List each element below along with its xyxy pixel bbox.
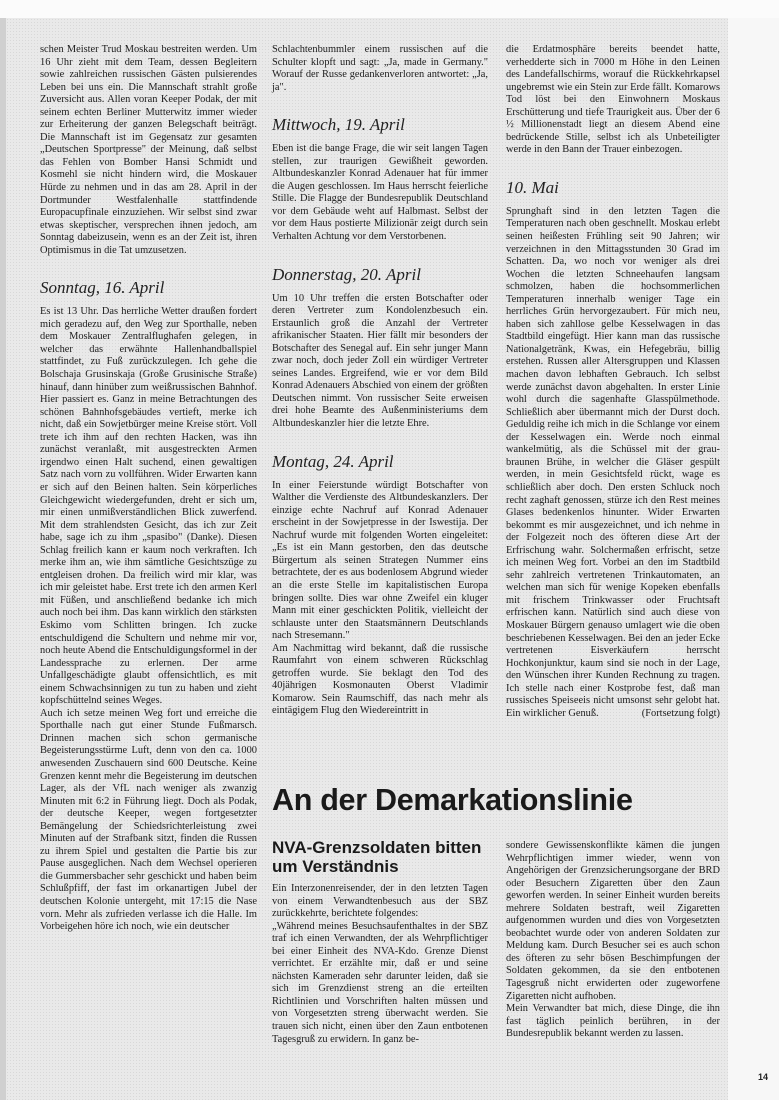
diary-paragraph: schen Meister Trud Moskau bestreiten werden. Um 16 Uhr zieht mit dem Team, dessen Begleitern sowie zahlreichen russischen Gästen pulsierendes Leben bei uns ein. Die Mannschaft strahlt große Zuversicht aus. Allen voran Keeper Podak, der mit seinem echten Berliner Mutterwitz immer wieder zur Erheiterung der ganzen Belegschaft beiträgt. Die Mannschaft ist im Gegensatz zur gesamten „Deutschen Sportpresse" der Meinung, daß selbst das Fehlen von Bomber Hansi Schmidt und Kosmehl sie nicht hindern wird, die Moskauer Hürde zu nehmen und in das am 28. April in der Dortmunder Westfalenhalle stattfindende Europacupfinale einzuziehen. Wir selbst sind zwar etwas skeptischer, versprechen ihnen jedoch, am Sonntag dabeizusein, wenn es an der Zeit ist, ihren Optimismus in die Tat umzusetzen. [40,44,257,256]
diary-paragraph: Auch ich setze meinen Weg fort und erreiche die Sporthalle nach gut einer Stunde Fußmarsch. Drinnen machen sich schon germanische Begeisterungsstürme Luft, denn von den ca. 1000 anwesenden Zuschauern sind 600 Deutsche. Keine Grenzen kennt mehr die Begeisterung im deutschen Lager, als der VfL nach weniger als zwanzig Minuten mit 6:2 in Führung liegt. Doch als Podak, der deutsche Keeper, wegen fortgesetzter Bemängelung der Schiedsrichterleistung zwei Minuten auf der Strafbank sitzt, finden die Russen zu ihrem Spiel und gestalten die Partie bis zur Pause ausgeglichen. Nach dem Wechsel operieren die Gummersbacher sehr geschickt und haben beim Schlußpfiff, der fast im orkanartigen Jubel der deutschen Kolonie untergeht, mit 17:15 die Nase vorn. Mehr als zufrieden verlasse ich die Halle. Im Vorbeigehen höre ich noch, wie ein deutscher [40,707,257,933]
dateline-sonntag: Sonntag, 16. April [40,278,165,298]
diary-column-1 [40,44,257,934]
dateline-mai: 10. Mai [506,177,559,197]
diary-paragraph: Schlachtenbummler einem russischen auf die Schulter klopft und sagt: „Ja, made in Germany." Worauf der Russe gedankenverloren antwortet: „Ja, ja". [272,44,488,93]
diary-column-3 [506,44,720,720]
article-paragraph: Ein Interzonenreisender, der in den letzten Tagen von einem Verwandtenbesuch aus der SBZ zurückkehrte, berichtete folgendes: [272,883,488,920]
article-subheadline: NVA-Grenzsoldaten bitten um Verständnis [272,838,482,876]
diary-paragraph [506,206,720,720]
article-paragraph: Mein Verwandter bat mich, diese Dinge, die ihn fast täglich peinlich berühren, in der Bundesrepublik bekannt werden zu lassen. [506,1003,720,1040]
scan-top-margin [0,0,779,18]
article-column-right [506,840,720,1041]
article-paragraph: „Während meines Besuchsaufenthaltes in der SBZ traf ich einen Verwandten, der als Wehrpflichtiger bei einer Einheit des NVA-Kdo. Grenze Dienst verrichtet. Er erzählte mir, daß er und seine nächsten Kameraden sehr darunter leiden, daß sie sich im Grenzdienst streng an die erteilten Richtlinien und Vorschriften halten müssen und von Vorgesetzten streng überwacht werden. Sie trauen sich nicht, einen über den Zaun entbotenen Tagesgruß zu erwidern. In ganz be- [272,920,488,1045]
diary-paragraph: Es ist 13 Uhr. Das herrliche Wetter draußen fordert mich geradezu auf, den Weg zur Sporthalle, neben dem Moskauer Zentralflughafen gelegen, in welcher das erwähnte Hallenhandballspiel stattfindet, zu Fuß zurückzulegen. Ich gehe die Bolschaja Grusinskaja (Große Grusinische Straße) hinauf, dann hinüber zum weißrussischen Bahnhof. Hier passiert es. Ganz in meine Betrachtungen des schönen Bahnhofsgebäudes vertieft, merke ich nicht, daß ein Sowjetbürger meine Kreise stört. Voll trete ich ihm auf den rechten Hacken, was ihn zunächst veranlaßt, mit ausgestreckten Armen irgendwo einen Halt suchend, einen gewaltigen Satz nach vorn zu vollführen. Wider Erwarten kann er sich auf den Beinen halten. Sein körperliches Gleichgewicht wiedergefunden, dreht er sich um, mir einen unmißverständlichen Blick zuwerfend. Mit dem strahlendsten Gesicht, das ich zur Zeit habe, sage ich zu ihm „spasibo" (Danke). Diesen Schlag freilich kann er kaum noch verkraften. Ich merke ihm an, wie ihm sämtliche Gesichtszüge zu entgleisen drohen. Da freilich wird mir klar, was ich mir geleistet habe. Erst trete ich den armen Kerl mit Füßen, und anschließend bedanke ich mich auch noch bei ihm. Das kann wirklich den stärksten Eskimo vom Schlitten bringen. Ich zucke entschuldigend die Schultern und nehme mir vor, noch heute Abend die Entschuldigungsformel in der Landessprache zu erlernen. Der arme Unfallgeschädigte glaubt offensichtlich, es mit einem Schwachsinnigen zu tun zu haben und zieht kopfschüttelnd seines Weges. [40,306,257,707]
continued-note: (Fortsetzung folgt) [641,707,720,719]
diary-column-2 [272,44,488,718]
diary-paragraph: Am Nachmittag wird bekannt, daß die russische Raumfahrt von einem schweren Rückschlag getroffen wurde. Sie beklagt den Tod des 40jährigen Kosmonauten Oberst Vladimir Komarow. Sein Raumschiff, das nach mehr als eintägigem Flug den Wiedereintritt in [272,642,488,717]
article-headline: An der Demarkationslinie [272,783,633,817]
dateline-donnerstag: Donnerstag, 20. April [272,264,421,284]
dateline-montag: Montag, 24. April [272,451,394,471]
diary-paragraph: Um 10 Uhr treffen die ersten Botschafter oder deren Vertreter zum Kondolenzbesuch ein. Erstaunlich groß die Anzahl der Vertreter afrikanischer Staaten. Hier fällt mir besonders der Botschafter des Senegal auf. Ein sehr junger Mann zwar noch, doch jeder Zoll ein würdiger Vertreter seines Landes. Ergreifend, wie er vor dem Bild Konrad Adenauers Abschied von einem der größten Deutschen nimmt. Von russischer Seite erweisen drei hohe Beamte des Außenministeriums dem Altbundeskanzler hier die letzte Ehre. [272,292,488,430]
scan-right-margin [728,18,779,1100]
article-column-left [272,838,488,1046]
diary-paragraph: die Erdatmosphäre bereits beendet hatte, verhedderte sich in 7000 m Höhe in den Leinen des Landefallschirms, worauf die Rückkehrkapsel ungebremst wie ein Stein zur Erde fällt. Komarows Tod löst bei den Einwohnern Moskaus Erschütterung und tiefe Traurigkeit aus. Über der 6 ½ Millionenstadt liegt an diesem Abend eine bedrückende Stille, selbst ich als Unbeteiligter werde in den Bann der Trauer einbezogen. [506,44,720,156]
diary-paragraph: Eben ist die bange Frage, die wir seit langen Tagen stellen, zur traurigen Gewißheit geworden. Altbundeskanzler Konrad Adenauer hat für immer die Augen geschlossen. Im Haus herrscht feierliche Stille. Die Flagge der Bundesrepublik Deutschland vor dem Gebäude weht auf Halbmast. Selbst der vor dem Haus postierte Milizionär zeigt durch sein Verhalten Achtung vor dem Verstorbenen. [272,143,488,243]
page-number: 14 [758,1072,769,1082]
diary-text: Sprunghaft sind in den letzten Tagen die Temperaturen nach oben geschnellt. Moskau erlebt seinen heißesten Frühling seit 90 Jahren; wir verzeichnen in den Mittagsstunden 30 Grad im Schatten. Da, wo noch vor weniger als drei Wochen die letzten Schneehaufen langsam schmolzen, haben die hochsommerlichen Temperaturen innerhalb weniger Tage ein herrliches Grün hervorgezaubert. Für mich neu, haben sich zahllose gelbe Kesselwagen in das Stadtbild eingefügt. Hier kann man das russische Nationalgetränk, Kwas, ein Hefegebräu, billig erstehen. Russen aller Altersgruppen und Klassen machen davon lebhaften Gebrauch. Ich selbst werde zunächst davon abgehalten. In erster Linie wohl durch die sagenhafte Glasspülmethode. Schließlich aber übermannt mich der Durst doch. Geduldig reihe ich mich in die Schlange vor einem der Kesselwagen ein. Werde noch einmal wankelmütig, als die Schüssel mit der grau-braunen Brühe, in welcher die Gläser gespült werden, in mein Gesichtsfeld rückt, wage es schließlich aber doch. Den ersten Schluck noch recht zaghaft genossen, stürze ich den Rest meines Glases bedenkenlos hinunter. Wider Erwarten bekommt es mir ausgezeichnet, und ich nehme in der Folgezeit noch des öfteren diese Art der Erfrischung wahr. Solchermaßen erfrischt, setze ich meinen Weg fort. Vorbei an den im Stadtbild sehr zahlreich vertretenen Trinkautomaten, an welchen man sich für wenige Kopeken ebenfalls mit frischem Trinkwasser oder Fruchtsaft erfrischen kann. Natürlich sind auch diese von Moskauer Bürgern genauso umlagert wie die oben beschriebenen Kesselwagen. Bei den an jeder Ecke vertretenen Eisverkäufern herrscht Hochkonjunktur, kaum sind sie noch in der Lage, den Wünschen ihrer Kunden Rechnung zu tragen. Ich stelle nach einer Kostprobe fest, daß man russisches Speiseeis nicht umsonst sehr gelobt hat. Ein wirklicher Genuß. [506,205,720,719]
diary-paragraph: In einer Feierstunde würdigt Botschafter von Walther die Verdienste des Altbundeskanzlers. Der einzige echte Nachruf auf Konrad Adenauer erscheint in der Sowjetpresse in der Iswestija. Der Nachruf wurde mit folgenden Worten eingeleitet: „Es ist ein Mann gestorben, den das deutsche Bürgertum als seinen Strategen Nummer eins betrachtete, der es aus bodenlosem Abgrund wieder an die erste Stelle im kapitalistischen Europa bringen sollte. Dies war ohne Zweifel ein kluger Mann mit einer geschickten Politik, vielleicht der schlauste unter den Staatsmännern Deutschlands nach Stresemann." [272,479,488,642]
article-paragraph: sondere Gewissenskonflikte kämen die jungen Wehrpflichtigen immer wieder, wenn von Angehörigen der Grenzsicherungsorgane der BRD oder Besuchern Zigaretten über den Zaun geworfen werden. In seiner Einheit wurden bereits mehrere Soldaten bestraft, weil Zigaretten aufgenommen wurden und dies von Vorgesetzten beobachtet wurde oder von anderen Soldaten zur Meldung kam. Durch Besucher sei es auch schon des öfteren zu sehr bösen Beschimpfungen der Soldaten gekommen, da sie den entbotenen Tagesgruß nicht erwiderten oder zugeworfene Zigaretten nicht aufhoben. [506,840,720,1002]
dateline-mittwoch: Mittwoch, 19. April [272,115,405,135]
